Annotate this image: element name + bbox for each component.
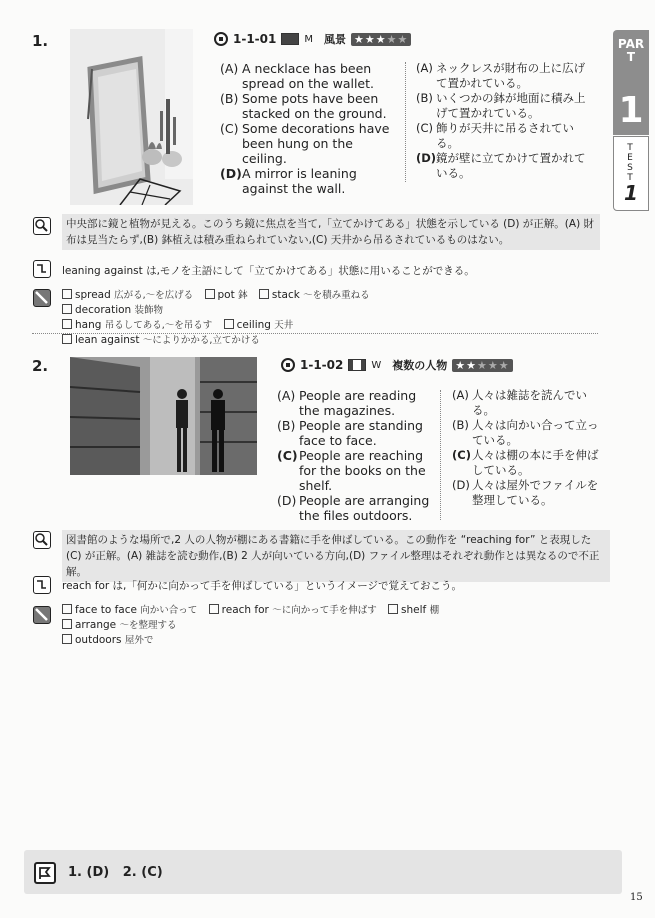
- choice-label: (D): [220, 166, 242, 181]
- q2-difficulty-stars: [452, 359, 512, 372]
- vocab-en: ceiling: [236, 319, 271, 331]
- choice-label: (A): [416, 61, 433, 75]
- q1-choice-c: [220, 121, 400, 166]
- q2-jp-choice-d: [452, 478, 602, 508]
- choice-text: People are standing face to face.: [299, 418, 423, 448]
- q2-track-info: [281, 357, 513, 373]
- choice-label: (D): [416, 151, 437, 165]
- test-number: 1: [624, 181, 638, 205]
- choice-label: (A): [452, 388, 469, 402]
- choice-text: A mirror is leaning against the wall.: [242, 166, 357, 196]
- q2-choice-a: [277, 388, 433, 418]
- q1-choices: [220, 61, 400, 196]
- checkbox[interactable]: [62, 619, 72, 629]
- stars-empty: ★★★: [476, 358, 510, 372]
- checkbox[interactable]: [62, 604, 72, 614]
- q1-photo: [70, 29, 193, 205]
- checkbox[interactable]: [209, 604, 219, 614]
- q2-choice-b: [277, 418, 433, 448]
- vocab-item: [259, 289, 370, 301]
- magnifier-icon: [33, 531, 51, 549]
- choice-label: (A): [277, 388, 296, 403]
- q1-difficulty-stars: [351, 33, 411, 46]
- vocab-ja: 〜を整理する: [119, 620, 177, 631]
- vocab-en: hang: [75, 319, 102, 331]
- choice-text: People are reading the magazines.: [299, 388, 417, 418]
- q2-category: 複数の人物: [392, 359, 448, 372]
- checkbox[interactable]: [259, 289, 269, 299]
- stars-filled: ★★: [455, 358, 477, 372]
- checkbox[interactable]: [62, 319, 72, 329]
- vocab-ja: 〜によりかかる,立てかける: [142, 335, 260, 346]
- australia-flag-icon: [281, 33, 299, 45]
- q2-jp-choice-a: [452, 388, 602, 418]
- vocab-ja: 〜に向かって手を伸ばす: [272, 605, 377, 616]
- vocab-item: [224, 319, 294, 331]
- choice-label: (A): [220, 61, 239, 76]
- answers-bar: [24, 850, 622, 894]
- choice-text: 人々は向かい合って立っている。: [472, 418, 599, 447]
- q1-choice-a: [220, 61, 400, 91]
- hint-icon: [33, 576, 51, 594]
- magnifier-icon: [33, 217, 51, 235]
- vocabulary-pencil-icon: [33, 289, 51, 307]
- q2-choice-c: [277, 448, 433, 493]
- q2-explanation: 図書館のような場所で,2 人の人物が棚にある書籍に手を伸ばしている。この動作を “reaching for” と表現した (C) が正解。(A) 雑誌を読む動作,(B) 2 人が向いている方向,(D) ファイル整理はそれぞれ動作とは異なるので不正解。: [62, 530, 610, 582]
- choice-label: (B): [416, 91, 433, 105]
- vocab-ja: 広がる,〜を広げる: [114, 290, 194, 301]
- choice-text: 人々は雑誌を読んでいる。: [472, 388, 587, 417]
- vocab-en: pot: [217, 289, 235, 301]
- choice-label: (B): [452, 418, 469, 432]
- checkbox[interactable]: [62, 334, 72, 344]
- part-label: PART: [617, 37, 645, 64]
- part-number: 1: [618, 90, 644, 131]
- choice-label: (B): [220, 91, 239, 106]
- checkbox[interactable]: [205, 289, 215, 299]
- q1-tip: leaning against は,モノを主語にして「立てかけてある」状態に用いることができる。: [62, 265, 475, 277]
- vocab-ja: 棚: [429, 605, 440, 616]
- q2-column-divider: [440, 390, 441, 520]
- answer-key: 1. (D) 2. (C): [68, 865, 163, 880]
- vocab-ja: 吊るしてある,〜を吊るす: [104, 320, 213, 331]
- speaker-icon[interactable]: [214, 32, 228, 46]
- choice-text: Some decorations have been hung on the ceiling.: [242, 121, 390, 166]
- checkbox[interactable]: [224, 319, 234, 329]
- q1-track-info: [214, 31, 411, 47]
- q1-column-divider: [405, 62, 406, 182]
- vocab-en: stack: [271, 289, 300, 301]
- q1-track-number: 1-1-01: [233, 32, 277, 46]
- choice-text: 飾りが天井に吊るされている。: [436, 121, 574, 150]
- q2-accent: W: [371, 359, 382, 371]
- q2-jp-choice-b: [452, 418, 602, 448]
- choice-label: (D): [277, 493, 297, 508]
- vocab-ja: 鉢: [238, 290, 248, 301]
- vocab-item: [62, 289, 193, 301]
- choice-text: 人々は屋外でファイルを整理している。: [472, 478, 599, 507]
- vocab-en: reach for: [221, 604, 269, 616]
- vocab-ja: 〜を積み重ねる: [303, 290, 370, 301]
- q1-number: 1.: [32, 32, 49, 50]
- vocab-item: [62, 334, 260, 346]
- choice-text: 人々は棚の本に手を伸ばしている。: [472, 448, 599, 477]
- choice-text: いくつかの鉢が地面に積み上げて置かれている。: [436, 91, 586, 120]
- stars-filled: ★★★: [354, 32, 387, 46]
- q2-choices: [277, 388, 433, 523]
- library-illustration: [70, 357, 257, 475]
- q1-jp-choices: [416, 61, 592, 181]
- vocab-item: [62, 304, 163, 316]
- q2-photo: [70, 357, 257, 475]
- choice-label: (C): [277, 448, 298, 463]
- choice-label: (C): [416, 121, 434, 135]
- q2-vocabulary: [62, 603, 562, 648]
- choice-text: People are reaching for the books on the shelf.: [299, 448, 426, 493]
- vocab-en: face to face: [75, 604, 137, 616]
- vocab-en: outdoors: [75, 634, 122, 646]
- q1-jp-choice-a: [416, 61, 592, 91]
- vocab-item: [209, 604, 377, 616]
- vocab-item: [62, 634, 153, 646]
- part-tab: [613, 30, 649, 135]
- q2-jp-choices: [452, 388, 602, 508]
- vocab-item: [62, 319, 212, 331]
- q1-jp-choice-c: [416, 121, 592, 151]
- vocab-ja: 向かい合って: [140, 605, 198, 616]
- section-divider: [32, 333, 598, 334]
- choice-text: People are arranging the files outdoors.: [299, 493, 430, 523]
- choice-text: ネックレスが財布の上に広げて置かれている。: [436, 61, 586, 90]
- vocab-ja: 屋外で: [124, 635, 154, 646]
- stars-empty: ★★: [386, 32, 409, 46]
- vocab-en: shelf: [401, 604, 427, 616]
- vocab-item: [388, 604, 439, 616]
- flag-icon: [34, 862, 56, 884]
- page-number: 15: [630, 892, 643, 903]
- vocabulary-pencil-icon: [33, 606, 51, 624]
- vocab-item: [62, 619, 176, 631]
- vocab-en: spread: [75, 289, 111, 301]
- speaker-icon[interactable]: [281, 358, 295, 372]
- checkbox[interactable]: [388, 604, 398, 614]
- q1-jp-choice-b: [416, 91, 592, 121]
- q2-jp-choice-c: [452, 448, 602, 478]
- q2-choice-d: [277, 493, 433, 523]
- q1-vocabulary: [62, 288, 482, 348]
- vocab-en: decoration: [75, 304, 132, 316]
- choice-label: (C): [452, 448, 471, 462]
- vocab-ja: 装飾物: [134, 305, 164, 316]
- q1-jp-choice-d: [416, 151, 592, 181]
- checkbox[interactable]: [62, 304, 72, 314]
- vocab-en: arrange: [75, 619, 117, 631]
- choice-label: (B): [277, 418, 296, 433]
- vocab-item: [62, 604, 197, 616]
- choice-label: (C): [220, 121, 239, 136]
- q2-tip: reach for は,「何かに向かって手を伸ばしている」というイメージで覚えておこう。: [62, 580, 463, 592]
- test-tab: [613, 136, 649, 211]
- vocab-en: lean against: [75, 334, 140, 346]
- mirror-plant-illustration: [70, 29, 193, 205]
- q2-number: 2.: [32, 357, 49, 375]
- q1-explanation: 中央部に鏡と植物が見える。このうち鏡に焦点を当て,「立てかけてある」状態を示している (D) が正解。(A) 財布は見当たらず,(B) 鉢植えは積み重ねられていない,(C) 天井から吊るされているものはない。: [62, 214, 600, 250]
- q1-choice-b: [220, 91, 400, 121]
- canada-flag-icon: [348, 359, 366, 371]
- test-label: TEST: [627, 143, 633, 183]
- vocab-ja: 天井: [274, 320, 294, 331]
- choice-text: A necklace has been spread on the wallet.: [242, 61, 374, 91]
- checkbox[interactable]: [62, 634, 72, 644]
- q1-choice-d: [220, 166, 400, 196]
- q2-track-number: 1-1-02: [300, 358, 344, 372]
- q1-category: 風景: [324, 33, 346, 46]
- q1-accent: M: [304, 33, 313, 45]
- vocab-item: [205, 289, 248, 301]
- checkbox[interactable]: [62, 289, 72, 299]
- choice-label: (D): [452, 478, 470, 492]
- choice-text: Some pots have been stacked on the ground.: [242, 91, 387, 121]
- hint-icon: [33, 260, 51, 278]
- choice-text: 鏡が壁に立てかけて置かれている。: [436, 151, 586, 180]
